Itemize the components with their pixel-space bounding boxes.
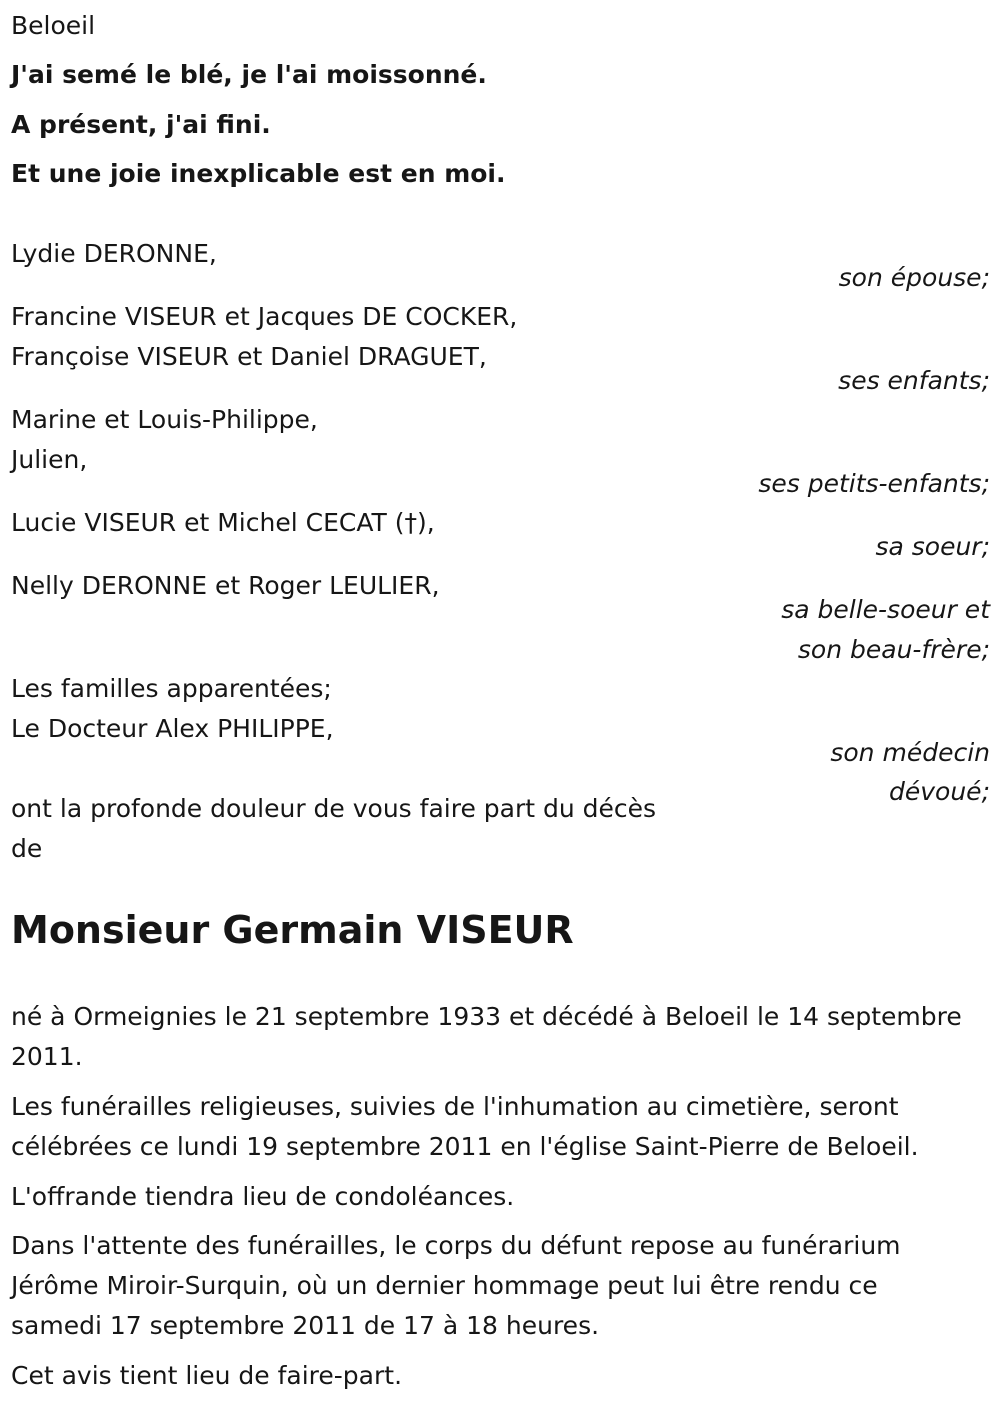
doctor-role-line-2: dévoué; [889,777,990,806]
grandchildren-line-1: Marine et Louis-Philippe, [11,405,318,434]
announcement-line-2: de [11,834,43,863]
doctor-name: Le Docteur Alex PHILIPPE, [11,714,334,743]
sister-name: Lucie VISEUR et Michel CECAT (†), [11,508,435,537]
children-line-2: Françoise VISEUR et Daniel DRAGUET, [11,342,487,371]
location: Beloeil [11,11,96,40]
deceased-name: Monsieur Germain VISEUR [11,908,574,952]
inlaws-name: Nelly DERONNE et Roger LEULIER, [11,571,440,600]
notice-note: Cet avis tient lieu de faire-part. [11,1361,403,1390]
spouse-role: son épouse; [838,263,990,292]
inlaws-role-line-1: sa belle-soeur et [781,595,990,624]
offering-note: L'offrande tiendra lieu de condoléances. [11,1182,515,1211]
visitation-details: Dans l'attente des funérailles, le corps du défunt repose au funérarium Jérôme Miroir-Surquin, où un dernier hommage peut lui être rendu ce samedi 17 septembre 2011 de 17 à 18 heures. [11,1231,901,1340]
grandchildren-role: ses petits-enfants; [758,469,990,498]
children-role: ses enfants; [838,366,990,395]
related-families: Les familles apparentées; [11,674,332,703]
poem-line-1: J'ai semé le blé, je l'ai moissonné. [11,60,487,89]
birth-death-details: né à Ormeignies le 21 septembre 1933 et décédé à Beloeil le 14 septembre 2011. [11,1002,962,1071]
announcement-line-1: ont la profonde douleur de vous faire part du décès [11,794,657,823]
poem-line-3: Et une joie inexplicable est en moi. [11,159,506,188]
spouse-name: Lydie DERONNE, [11,239,217,268]
sister-role: sa soeur; [875,532,990,561]
funeral-details: Les funérailles religieuses, suivies de l'inhumation au cimetière, seront célébrées ce lundi 19 septembre 2011 en l'église Saint-Pierre de Beloeil. [11,1092,919,1161]
grandchildren-line-2: Julien, [11,445,88,474]
inlaws-role-line-2: son beau-frère; [797,635,990,664]
doctor-role-line-1: son médecin [830,738,990,767]
children-line-1: Francine VISEUR et Jacques DE COCKER, [11,302,518,331]
poem-line-2: A présent, j'ai fini. [11,110,271,139]
